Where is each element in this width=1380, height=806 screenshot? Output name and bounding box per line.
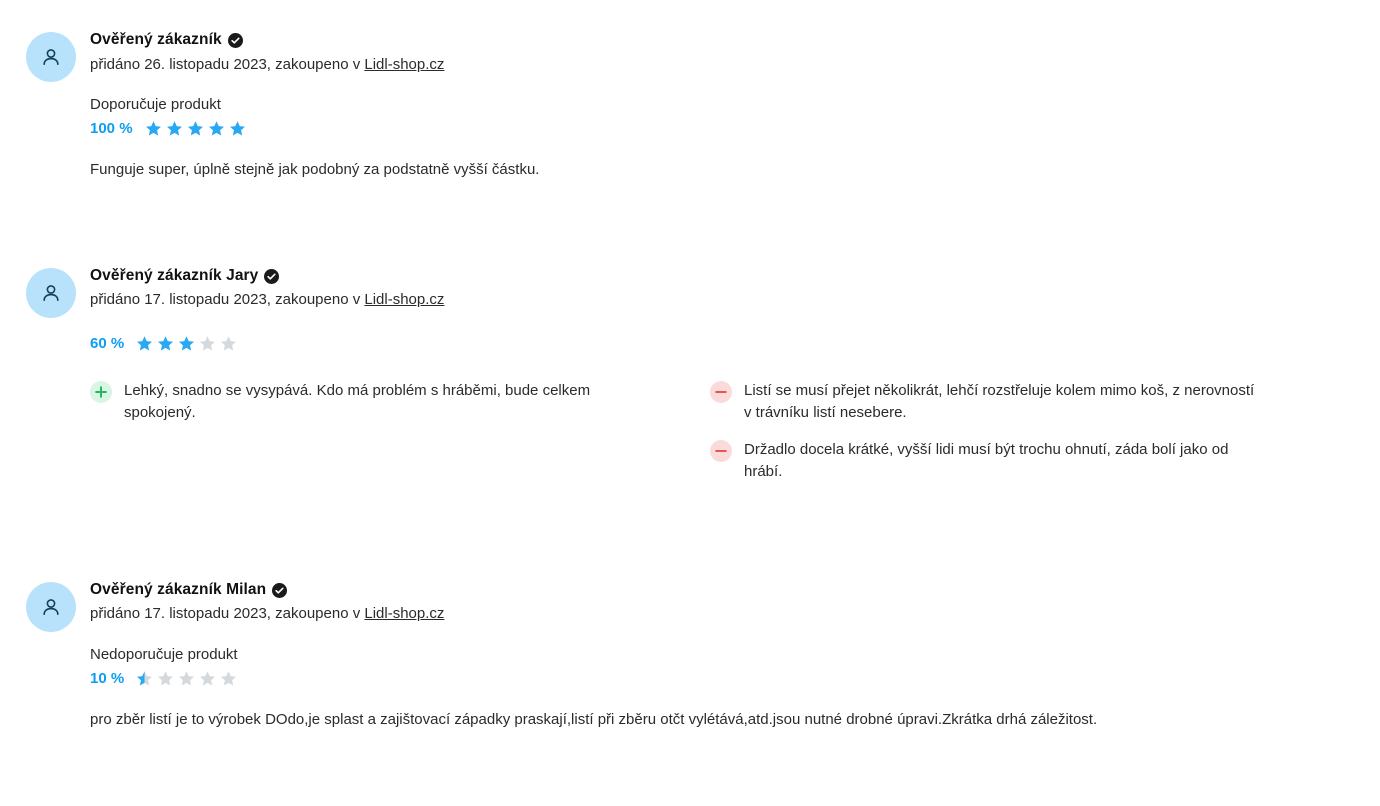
review-meta — [90, 604, 1340, 624]
star-icon — [220, 335, 237, 352]
star-rating — [145, 120, 246, 137]
review-author: Ověřený zákazník Milan — [90, 580, 267, 598]
review-author: Ověřený zákazník Jary — [90, 266, 259, 284]
pros-column — [90, 380, 710, 498]
star-icon — [136, 670, 153, 687]
con-item — [710, 380, 1330, 425]
pro-item — [90, 380, 670, 425]
star-icon — [199, 335, 216, 352]
star-icon — [208, 120, 225, 137]
review-meta — [90, 290, 1340, 310]
star-icon — [157, 670, 174, 687]
con-text: Listí se musí přejet několikrát, lehčí rozstřeluje kolem mimo koš, z nerovností v trávníku listí nesebere. — [744, 381, 1255, 422]
review-author: Ověřený zákazník — [90, 31, 222, 48]
review-meta-text: přidáno 26. listopadu 2023, zakoupeno v — [90, 55, 365, 73]
user-icon — [39, 45, 63, 69]
star-icon — [220, 670, 237, 687]
star-icon — [145, 120, 162, 137]
review-header — [90, 578, 1340, 598]
star-icon — [178, 670, 195, 687]
con-text: Držadlo docela krátké, vyšší lidi musí být trochu ohnutí, záda bolí jako od hrábí. — [744, 440, 1229, 481]
score-percent: 60 % — [90, 334, 125, 352]
pro-text: Lehký, snadno se vysypává. Kdo má problém s hráběmi, bude celkem spokojený. — [124, 381, 591, 422]
review-header — [90, 264, 1340, 284]
con-item — [710, 439, 1330, 484]
review-text: Funguje super, úplně stejně jak podobný za podstatně vyšší částku. — [90, 161, 540, 178]
review-item — [0, 264, 1380, 498]
score-percent: 100 % — [90, 120, 133, 137]
avatar — [26, 32, 76, 82]
rating-row — [90, 335, 1340, 352]
minus-icon — [710, 440, 732, 462]
recommendation-label: Nedoporučuje produkt — [90, 645, 238, 663]
review-meta-text: přidáno 17. listopadu 2023, zakoupeno v — [90, 291, 365, 309]
user-icon — [39, 595, 63, 619]
star-icon — [136, 335, 153, 352]
star-icon — [229, 120, 246, 137]
verified-check-icon — [272, 583, 287, 598]
shop-link[interactable]: Lidl-shop.cz — [364, 605, 445, 623]
review-item — [0, 578, 1380, 731]
review-header — [90, 28, 1340, 48]
avatar — [26, 268, 76, 318]
verified-check-icon — [228, 33, 243, 48]
pros-cons — [90, 380, 1340, 498]
star-icon — [157, 335, 174, 352]
star-icon — [187, 120, 204, 137]
verified-check-icon — [264, 269, 279, 284]
score-percent: 10 % — [90, 669, 125, 687]
rating-row — [90, 670, 1340, 687]
review-meta — [90, 55, 1340, 75]
rating-row — [90, 120, 1340, 137]
review-text: pro zběr listí je to výrobek DOdo,je splast a zajištovací západky praskají,listí při zběru otčt vylétává,atd.jsou nutné drobné úpravi.Zkrátka drhá záležitost. — [90, 710, 1098, 728]
star-icon — [166, 120, 183, 137]
minus-icon — [710, 381, 732, 403]
star-icon — [199, 670, 216, 687]
review-meta-text: přidáno 17. listopadu 2023, zakoupeno v — [90, 605, 365, 623]
plus-icon — [90, 381, 112, 403]
review-item — [0, 28, 1380, 181]
shop-link[interactable]: Lidl-shop.cz — [364, 291, 445, 309]
cons-column — [710, 380, 1330, 498]
star-rating — [136, 670, 237, 687]
shop-link[interactable]: Lidl-shop.cz — [364, 55, 445, 73]
star-icon — [178, 335, 195, 352]
recommendation-label: Doporučuje produkt — [90, 96, 221, 113]
avatar — [26, 582, 76, 632]
star-rating — [136, 335, 237, 352]
user-icon — [39, 281, 63, 305]
